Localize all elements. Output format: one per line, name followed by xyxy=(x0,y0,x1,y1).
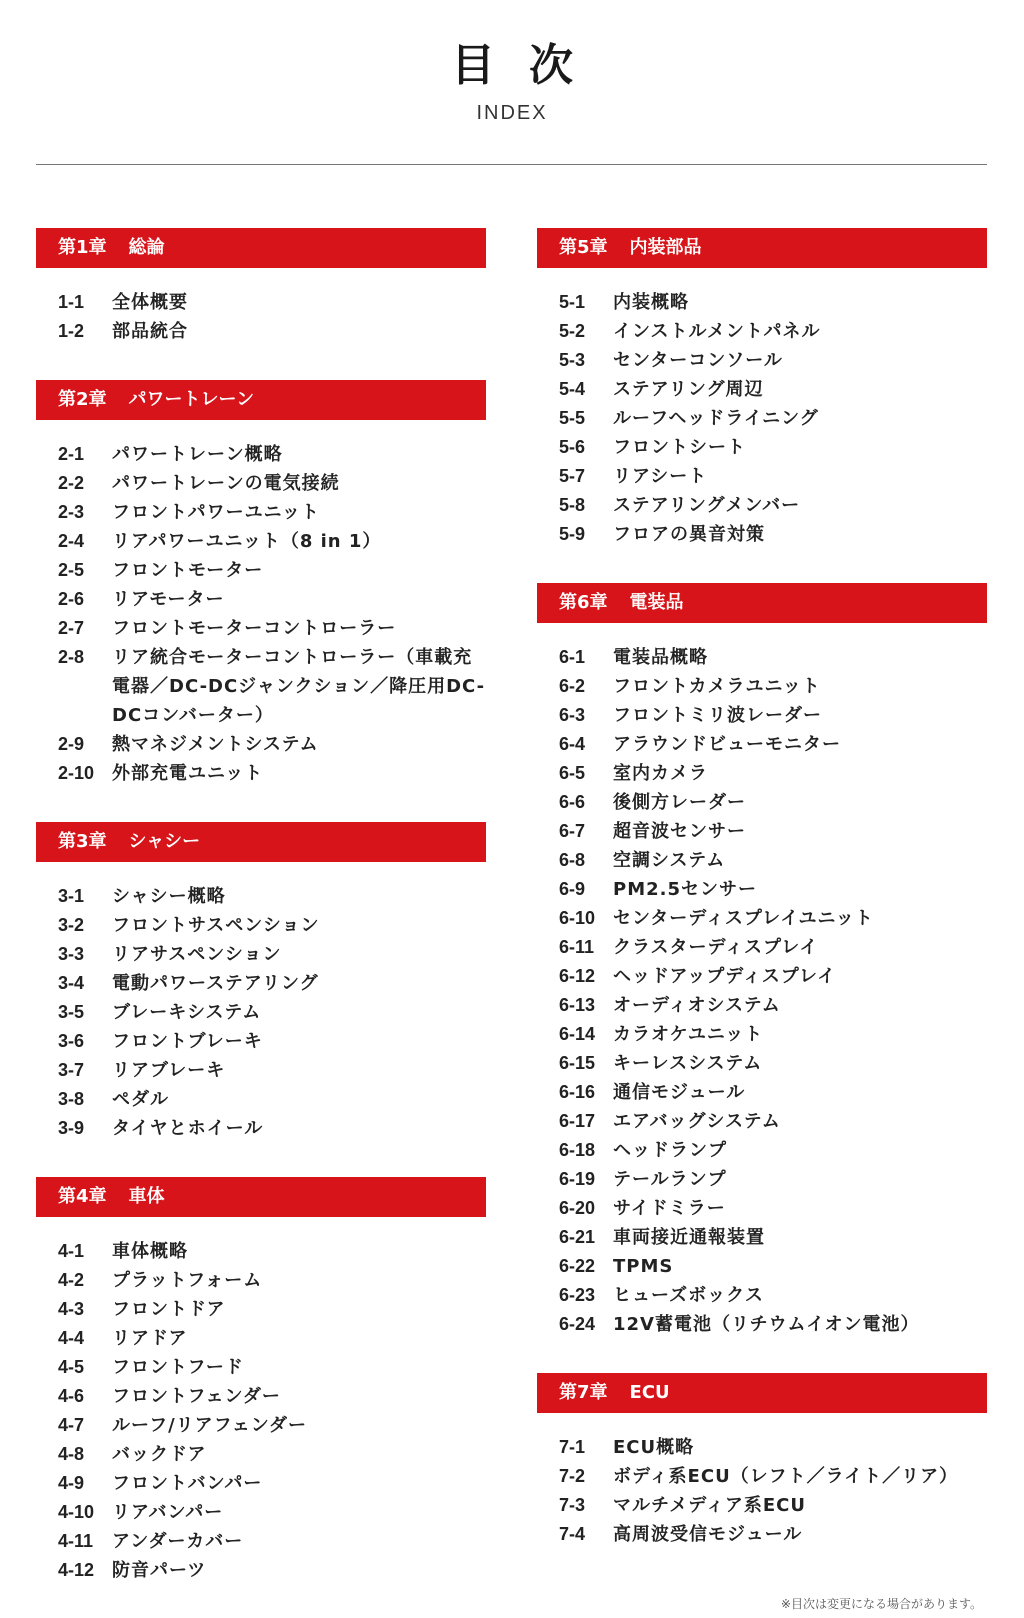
list-item[interactable] xyxy=(537,962,987,991)
list-item[interactable] xyxy=(36,882,486,911)
section-title: テールランプ xyxy=(613,1169,727,1190)
section-title: フロントパワーユニット xyxy=(112,502,320,523)
list-item[interactable] xyxy=(36,440,486,469)
list-item[interactable] xyxy=(36,1498,486,1527)
chapter-number: 第6章 xyxy=(559,592,608,613)
section-number: 3-6 xyxy=(58,1031,85,1051)
section-title: 電動パワーステアリング xyxy=(112,973,319,994)
section-number: 6-10 xyxy=(559,908,596,928)
section-title: TPMS xyxy=(613,1256,674,1277)
section-title: フロントフード xyxy=(112,1357,244,1378)
list-item[interactable] xyxy=(537,1520,987,1549)
section-title: フロントサスペンション xyxy=(112,915,320,936)
list-item[interactable] xyxy=(537,1462,987,1491)
section-number: 5-7 xyxy=(559,466,586,486)
section-number: 6-19 xyxy=(559,1169,596,1189)
section-title: バックドア xyxy=(112,1444,207,1465)
list-item[interactable] xyxy=(537,1310,987,1339)
chapter-section xyxy=(537,228,987,549)
section-number: 6-7 xyxy=(559,821,586,841)
section-title: ペダル xyxy=(112,1089,169,1110)
section-number: 6-11 xyxy=(559,937,595,957)
section-title: ステアリング周辺 xyxy=(613,379,764,400)
list-item[interactable] xyxy=(36,1353,486,1382)
section-number: 2-4 xyxy=(58,531,85,551)
chapter-number: 第1章 xyxy=(58,237,107,258)
section-number: 2-5 xyxy=(58,560,85,580)
section-number: 5-1 xyxy=(559,292,586,312)
section-title: アンダーカバー xyxy=(112,1531,244,1552)
chapter-title: シャシー xyxy=(128,831,201,852)
list-item[interactable] xyxy=(36,317,486,346)
section-title: フロントシート xyxy=(613,437,746,458)
section-number: 4-8 xyxy=(58,1444,85,1464)
section-number: 6-16 xyxy=(559,1082,596,1102)
section-number: 3-3 xyxy=(58,944,85,964)
section-number: 6-24 xyxy=(559,1314,596,1334)
section-title: ステアリングメンバー xyxy=(613,495,801,516)
section-title: センターディスプレイユニット xyxy=(613,908,874,929)
list-item[interactable] xyxy=(36,1411,486,1440)
chapter-section xyxy=(537,1373,987,1549)
list-item[interactable] xyxy=(36,498,486,527)
list-item[interactable] xyxy=(36,585,486,614)
list-item[interactable] xyxy=(36,1027,486,1056)
chapter-number: 第4章 xyxy=(58,1186,107,1207)
section-number: 6-17 xyxy=(559,1111,596,1131)
list-item[interactable] xyxy=(537,1107,987,1136)
list-item[interactable] xyxy=(537,643,987,672)
section-number: 6-4 xyxy=(559,734,586,754)
section-number: 2-7 xyxy=(58,618,85,638)
section-number: 4-9 xyxy=(58,1473,85,1493)
section-list xyxy=(36,862,486,1143)
list-item[interactable] xyxy=(537,1165,987,1194)
chapter-number: 第2章 xyxy=(58,389,107,410)
section-number: 6-22 xyxy=(559,1256,596,1276)
section-number: 6-20 xyxy=(559,1198,596,1218)
list-item[interactable] xyxy=(36,1382,486,1411)
section-title: アラウンドビューモニター xyxy=(613,734,841,755)
section-number: 4-10 xyxy=(58,1502,95,1522)
list-item[interactable] xyxy=(537,701,987,730)
list-item[interactable] xyxy=(537,462,987,491)
section-number: 6-23 xyxy=(559,1285,596,1305)
section-title: キーレスシステム xyxy=(613,1053,763,1074)
section-spacer xyxy=(36,346,486,380)
section-number: 5-4 xyxy=(559,379,586,399)
section-title: リアパワーユニット（8 in 1） xyxy=(112,531,382,552)
section-title: 熱マネジメントシステム xyxy=(112,734,319,755)
section-list xyxy=(537,623,987,1339)
section-list xyxy=(36,420,486,788)
list-item[interactable] xyxy=(537,1252,987,1281)
list-item[interactable] xyxy=(537,1020,987,1049)
section-title: 全体概要 xyxy=(112,292,188,313)
list-item[interactable] xyxy=(537,1223,987,1252)
section-title: ブレーキシステム xyxy=(112,1002,262,1023)
section-title: フロントモーター xyxy=(112,560,264,581)
section-title: 後側方レーダー xyxy=(613,792,746,813)
section-number: 4-5 xyxy=(58,1357,85,1377)
section-title: ボディ系ECU（レフト／ライト／リア） xyxy=(613,1466,959,1487)
section-number: 1-1 xyxy=(58,292,85,312)
section-title: フロアの異音対策 xyxy=(613,524,765,545)
list-item[interactable] xyxy=(537,1433,987,1462)
list-item[interactable] xyxy=(537,817,987,846)
section-spacer xyxy=(537,1339,987,1373)
list-item[interactable] xyxy=(537,375,987,404)
list-item[interactable] xyxy=(36,1056,486,1085)
chapter-section xyxy=(36,822,486,1143)
section-title: 12V蓄電池（リチウムイオン電池） xyxy=(613,1314,920,1335)
right-column xyxy=(537,228,987,1549)
list-item[interactable] xyxy=(36,1085,486,1114)
section-number: 6-1 xyxy=(559,647,586,667)
section-number: 2-1 xyxy=(58,444,85,464)
list-item[interactable] xyxy=(537,346,987,375)
section-number: 7-3 xyxy=(559,1495,586,1515)
section-spacer xyxy=(36,1143,486,1177)
list-item[interactable] xyxy=(36,556,486,585)
section-title: フロントミリ波レーダー xyxy=(613,705,822,726)
list-item[interactable] xyxy=(36,940,486,969)
section-title: パワートレーンの電気接続 xyxy=(112,473,340,494)
section-title: フロントブレーキ xyxy=(112,1031,263,1052)
chapter-title: 内装部品 xyxy=(629,237,702,258)
list-item[interactable] xyxy=(36,1266,486,1295)
list-item[interactable] xyxy=(537,730,987,759)
section-title: PM2.5センサー xyxy=(613,879,757,900)
section-number: 5-6 xyxy=(559,437,586,457)
section-number: 5-5 xyxy=(559,408,586,428)
section-number: 3-2 xyxy=(58,915,85,935)
section-title: ヘッドアップディスプレイ xyxy=(613,966,837,987)
list-item[interactable] xyxy=(36,1114,486,1143)
list-item[interactable] xyxy=(537,672,987,701)
section-title: ヘッドランプ xyxy=(613,1140,727,1161)
section-number: 4-3 xyxy=(58,1299,85,1319)
section-number: 3-9 xyxy=(58,1118,85,1138)
chapter-heading[interactable] xyxy=(36,228,486,268)
section-number: 6-3 xyxy=(559,705,586,725)
chapter-heading[interactable] xyxy=(537,583,987,623)
section-number: 2-3 xyxy=(58,502,85,522)
list-item[interactable] xyxy=(36,1527,486,1556)
list-item[interactable] xyxy=(36,759,486,788)
section-number: 5-2 xyxy=(559,321,586,341)
list-item[interactable] xyxy=(537,875,987,904)
section-title: 外部充電ユニット xyxy=(112,763,264,784)
section-number: 6-14 xyxy=(559,1024,596,1044)
list-item[interactable] xyxy=(537,991,987,1020)
section-list xyxy=(537,1413,987,1549)
list-item[interactable] xyxy=(537,759,987,788)
section-number: 6-13 xyxy=(559,995,596,1015)
section-list xyxy=(36,268,486,346)
section-title: リアサスペンション xyxy=(112,944,282,965)
section-title: マルチメディア系ECU xyxy=(613,1495,806,1516)
chapter-title: 総論 xyxy=(128,237,165,258)
section-number: 4-12 xyxy=(58,1560,95,1580)
section-title: 車両接近通報装置 xyxy=(613,1227,765,1248)
section-title: シャシー概略 xyxy=(112,886,226,907)
section-number: 7-1 xyxy=(559,1437,586,1457)
list-item[interactable] xyxy=(537,1049,987,1078)
section-number: 2-10 xyxy=(58,763,95,783)
list-item[interactable] xyxy=(36,969,486,998)
section-title: オーディオシステム xyxy=(613,995,781,1016)
section-title: ルーフヘッドライニング xyxy=(613,408,819,429)
section-title: サイドミラー xyxy=(613,1198,726,1219)
section-title: ルーフ/リアフェンダー xyxy=(112,1415,308,1436)
section-title: フロントフェンダー xyxy=(112,1386,281,1407)
section-number: 6-5 xyxy=(559,763,586,783)
section-title: エアバッグシステム xyxy=(613,1111,781,1132)
section-title: 車体概略 xyxy=(112,1241,188,1262)
list-item[interactable] xyxy=(36,288,486,317)
chapter-heading[interactable] xyxy=(36,1177,486,1217)
chapter-title: 車体 xyxy=(128,1186,165,1207)
list-item[interactable] xyxy=(537,1491,987,1520)
section-spacer xyxy=(537,549,987,583)
section-title: フロントカメラユニット xyxy=(613,676,821,697)
section-number: 5-9 xyxy=(559,524,586,544)
chapter-section xyxy=(537,583,987,1339)
section-title: 室内カメラ xyxy=(613,763,708,784)
section-number: 3-4 xyxy=(58,973,85,993)
chapter-title: ECU xyxy=(629,1382,670,1403)
section-number: 6-18 xyxy=(559,1140,596,1160)
list-item[interactable] xyxy=(36,1440,486,1469)
section-number: 3-1 xyxy=(58,886,85,906)
section-number: 2-9 xyxy=(58,734,85,754)
section-number: 2-2 xyxy=(58,473,85,493)
section-title: フロントバンパー xyxy=(112,1473,263,1494)
chapter-number: 第7章 xyxy=(559,1382,608,1403)
section-title: リアドア xyxy=(112,1328,188,1349)
section-title: 高周波受信モジュール xyxy=(613,1524,803,1545)
section-title: リアバンパー xyxy=(112,1502,224,1523)
section-number: 7-2 xyxy=(559,1466,586,1486)
section-title: パワートレーン概略 xyxy=(112,444,283,465)
section-title: ヒューズボックス xyxy=(613,1285,764,1306)
section-number: 6-21 xyxy=(559,1227,596,1247)
list-item[interactable] xyxy=(537,904,987,933)
section-title: リア統合モーターコントローラー（車載充電器／DC-DCジャンクション／降圧用DC-DCコンバーター） xyxy=(112,647,486,726)
section-number: 3-8 xyxy=(58,1089,85,1109)
section-title: タイヤとホイール xyxy=(112,1118,264,1139)
section-number: 3-7 xyxy=(58,1060,85,1080)
list-item[interactable] xyxy=(537,1078,987,1107)
section-title: リアシート xyxy=(613,466,708,487)
left-column xyxy=(36,228,486,1585)
list-item[interactable] xyxy=(537,520,987,549)
list-item[interactable] xyxy=(537,317,987,346)
section-title: 空調システム xyxy=(613,850,726,871)
chapter-section xyxy=(36,228,486,346)
list-item[interactable] xyxy=(36,730,486,759)
list-item[interactable] xyxy=(537,846,987,875)
chapter-title: パワートレーン xyxy=(128,389,255,410)
section-number: 6-2 xyxy=(559,676,586,696)
section-list xyxy=(537,268,987,549)
chapter-section xyxy=(36,380,486,788)
chapter-heading[interactable] xyxy=(36,822,486,862)
chapter-title: 電装品 xyxy=(629,592,684,613)
list-item[interactable] xyxy=(36,1295,486,1324)
list-item[interactable] xyxy=(36,1469,486,1498)
section-number: 5-8 xyxy=(559,495,586,515)
section-number: 6-9 xyxy=(559,879,586,899)
section-number: 2-6 xyxy=(58,589,85,609)
section-number: 6-6 xyxy=(559,792,586,812)
section-title: リアブレーキ xyxy=(112,1060,226,1081)
page-subtitle: INDEX xyxy=(476,102,548,124)
section-title: フロントドア xyxy=(112,1299,226,1320)
list-item[interactable] xyxy=(36,469,486,498)
chapter-section xyxy=(36,1177,486,1585)
section-number: 5-3 xyxy=(559,350,586,370)
chapter-number: 第5章 xyxy=(559,237,608,258)
section-number: 2-8 xyxy=(58,647,85,667)
footer-note: ※目次は変更になる場合があります。 xyxy=(780,1597,982,1611)
section-number: 4-11 xyxy=(58,1531,94,1551)
section-number: 6-12 xyxy=(559,966,596,986)
header-divider xyxy=(36,164,987,165)
section-title: 通信モジュール xyxy=(613,1082,746,1103)
page-title: 目次 xyxy=(451,40,607,91)
section-title: インストルメントパネル xyxy=(613,321,821,342)
section-spacer xyxy=(36,788,486,822)
list-item[interactable] xyxy=(537,1281,987,1310)
list-item[interactable] xyxy=(36,614,486,643)
list-item[interactable] xyxy=(537,433,987,462)
list-item[interactable] xyxy=(36,643,486,730)
page-header xyxy=(0,0,1024,125)
section-number: 6-8 xyxy=(559,850,586,870)
list-item[interactable] xyxy=(36,1237,486,1266)
section-title: カラオケユニット xyxy=(613,1024,764,1045)
section-title: 超音波センサー xyxy=(613,821,746,842)
section-title: 電装品概略 xyxy=(613,647,708,668)
section-number: 4-2 xyxy=(58,1270,85,1290)
chapter-heading[interactable] xyxy=(537,1373,987,1413)
list-item[interactable] xyxy=(537,404,987,433)
chapter-heading[interactable] xyxy=(36,380,486,420)
section-title: 内装概略 xyxy=(613,292,689,313)
chapter-heading[interactable] xyxy=(537,228,987,268)
list-item[interactable] xyxy=(537,1194,987,1223)
list-item[interactable] xyxy=(36,911,486,940)
list-item[interactable] xyxy=(36,1324,486,1353)
section-number: 6-15 xyxy=(559,1053,596,1073)
section-title: フロントモーターコントローラー xyxy=(112,618,397,639)
list-item[interactable] xyxy=(36,998,486,1027)
list-item[interactable] xyxy=(36,1556,486,1585)
section-title: ECU概略 xyxy=(613,1437,695,1458)
list-item[interactable] xyxy=(537,788,987,817)
section-number: 4-7 xyxy=(58,1415,85,1435)
section-number: 3-5 xyxy=(58,1002,85,1022)
section-number: 1-2 xyxy=(58,321,85,341)
list-item[interactable] xyxy=(36,527,486,556)
list-item[interactable] xyxy=(537,491,987,520)
section-title: プラットフォーム xyxy=(112,1270,263,1291)
section-title: リアモーター xyxy=(112,589,225,610)
list-item[interactable] xyxy=(537,288,987,317)
section-list xyxy=(36,1217,486,1585)
section-title: クラスターディスプレイ xyxy=(613,937,819,958)
section-number: 4-6 xyxy=(58,1386,85,1406)
section-title: 部品統合 xyxy=(112,321,188,342)
list-item[interactable] xyxy=(537,1136,987,1165)
list-item[interactable] xyxy=(537,933,987,962)
section-title: センターコンソール xyxy=(613,350,783,371)
section-title: 防音パーツ xyxy=(112,1560,207,1581)
section-number: 7-4 xyxy=(559,1524,586,1544)
section-number: 4-4 xyxy=(58,1328,85,1348)
chapter-number: 第3章 xyxy=(58,831,107,852)
section-number: 4-1 xyxy=(58,1241,85,1261)
